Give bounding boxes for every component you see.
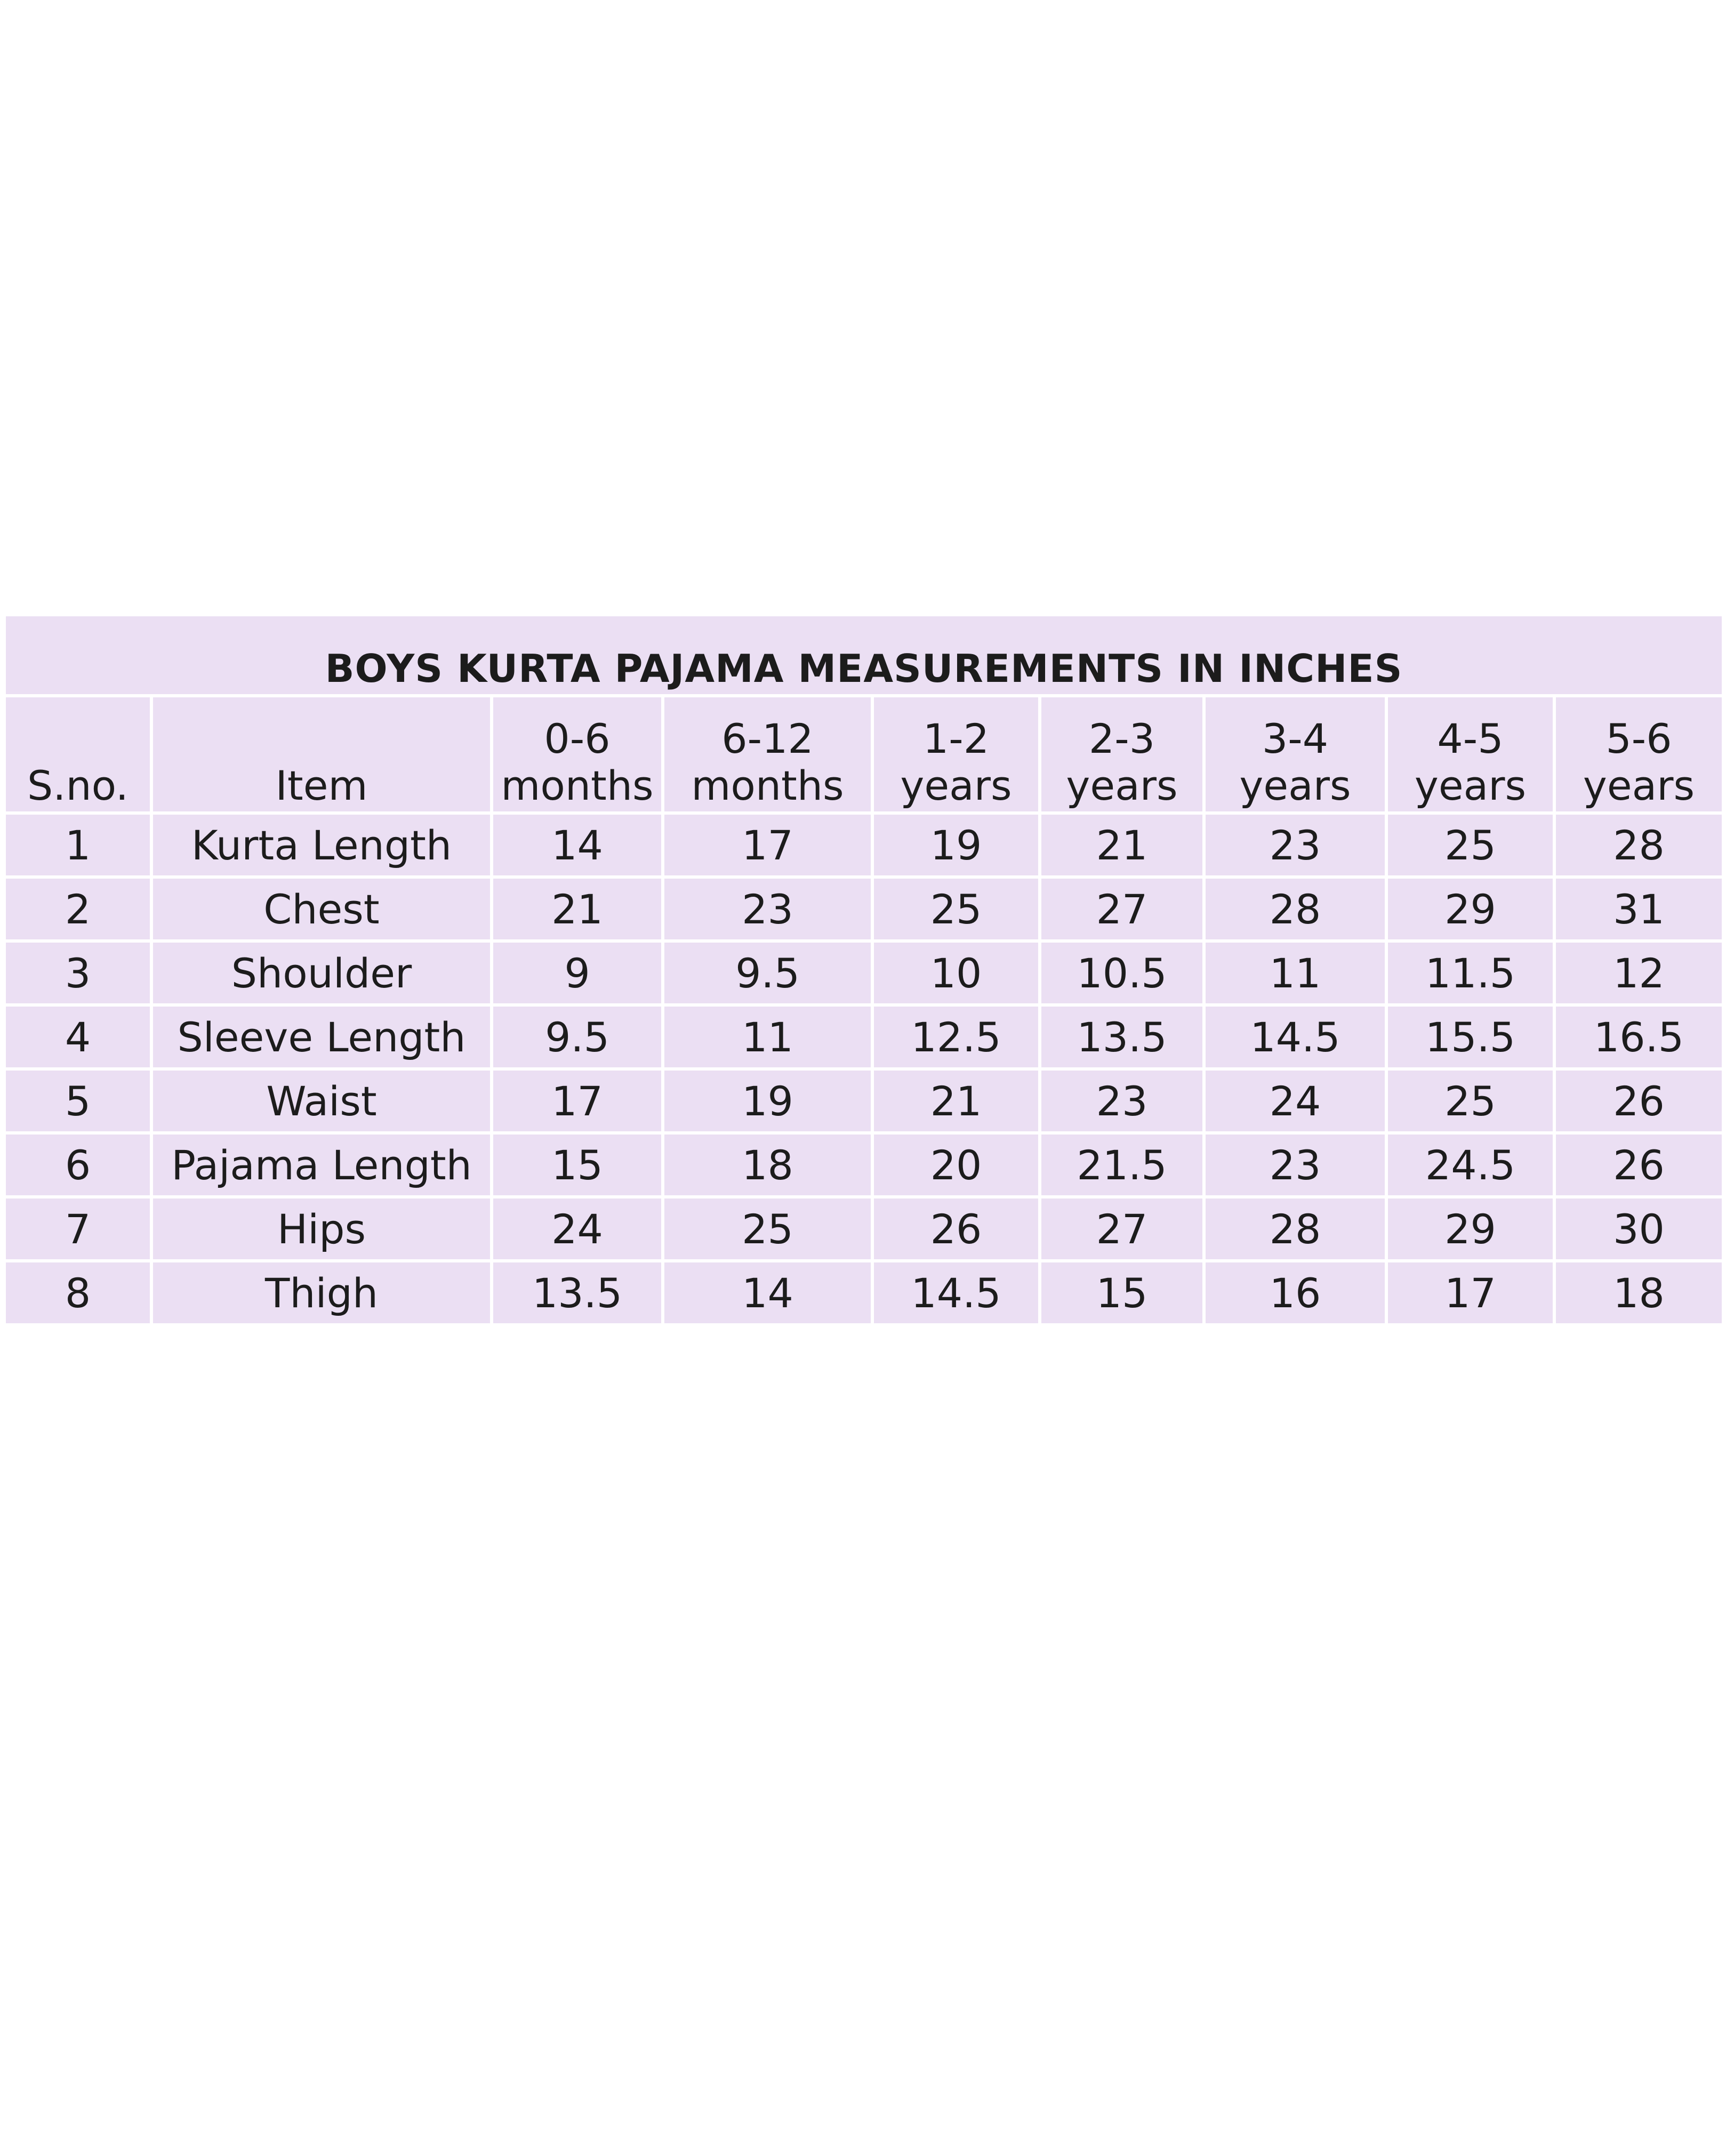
- table-cell: Hips: [153, 1198, 490, 1259]
- table-cell: 23: [1206, 1135, 1385, 1195]
- header-2-3-years: 2-3 years: [1041, 697, 1202, 811]
- table-row: [6, 815, 1722, 875]
- table-cell: 27: [1041, 879, 1202, 939]
- table-cell: 13.5: [1041, 1007, 1202, 1067]
- table-cell: 15: [493, 1135, 661, 1195]
- table-cell: 21.5: [1041, 1135, 1202, 1195]
- table-cell: 24: [493, 1198, 661, 1259]
- table-cell: 26: [1556, 1071, 1722, 1131]
- header-1-2-years: 1-2 years: [874, 697, 1038, 811]
- table-cell: 16.5: [1556, 1007, 1722, 1067]
- table-cell: 8: [6, 1262, 150, 1323]
- table-cell: 9.5: [493, 1007, 661, 1067]
- table-cell: 14: [664, 1262, 871, 1323]
- table-cell: 21: [1041, 815, 1202, 875]
- table-cell: 9: [493, 943, 661, 1003]
- table-cell: 28: [1206, 879, 1385, 939]
- table-cell: 25: [1388, 815, 1553, 875]
- header-row: [6, 697, 1722, 811]
- table-cell: 28: [1556, 815, 1722, 875]
- table-cell: 18: [1556, 1262, 1722, 1323]
- table-cell: 21: [874, 1071, 1038, 1131]
- header-item: Item: [153, 697, 490, 811]
- table-cell: 5: [6, 1071, 150, 1131]
- table-cell: 11: [1206, 943, 1385, 1003]
- table-cell: 12: [1556, 943, 1722, 1003]
- table-cell: 25: [1388, 1071, 1553, 1131]
- table-row: [6, 1262, 1722, 1323]
- table-cell: 31: [1556, 879, 1722, 939]
- table-row: [6, 1135, 1722, 1195]
- table-row: [6, 1198, 1722, 1259]
- table-title: BOYS KURTA PAJAMA MEASUREMENTS IN INCHES: [6, 616, 1722, 694]
- table-cell: 28: [1206, 1198, 1385, 1259]
- table-cell: 11: [664, 1007, 871, 1067]
- table-cell: 17: [664, 815, 871, 875]
- table-cell: 10.5: [1041, 943, 1202, 1003]
- table-cell: 3: [6, 943, 150, 1003]
- table-cell: Kurta Length: [153, 815, 490, 875]
- table-cell: 9.5: [664, 943, 871, 1003]
- table-cell: 27: [1041, 1198, 1202, 1259]
- table-cell: Pajama Length: [153, 1135, 490, 1195]
- table-cell: 26: [874, 1198, 1038, 1259]
- table-cell: 6: [6, 1135, 150, 1195]
- table-cell: 18: [664, 1135, 871, 1195]
- table-cell: 16: [1206, 1262, 1385, 1323]
- table-row: [6, 1007, 1722, 1067]
- table-cell: 14.5: [1206, 1007, 1385, 1067]
- table-cell: 17: [493, 1071, 661, 1131]
- table-cell: 14.5: [874, 1262, 1038, 1323]
- table-cell: 24.5: [1388, 1135, 1553, 1195]
- header-0-6-months: 0-6 months: [493, 697, 661, 811]
- table-cell: 23: [1206, 815, 1385, 875]
- table-cell: 21: [493, 879, 661, 939]
- table-cell: 23: [664, 879, 871, 939]
- table-cell: 19: [874, 815, 1038, 875]
- header-3-4-years: 3-4 years: [1206, 697, 1385, 811]
- title-row: [6, 616, 1722, 694]
- table-cell: 23: [1041, 1071, 1202, 1131]
- table-cell: 10: [874, 943, 1038, 1003]
- table-cell: 15.5: [1388, 1007, 1553, 1067]
- table-cell: 15: [1041, 1262, 1202, 1323]
- table-cell: Chest: [153, 879, 490, 939]
- table-cell: 4: [6, 1007, 150, 1067]
- table-cell: 29: [1388, 1198, 1553, 1259]
- table-cell: 19: [664, 1071, 871, 1131]
- table-cell: 1: [6, 815, 150, 875]
- table-cell: 24: [1206, 1071, 1385, 1131]
- table-cell: 29: [1388, 879, 1553, 939]
- table-cell: 13.5: [493, 1262, 661, 1323]
- table-row: [6, 1071, 1722, 1131]
- table-cell: Thigh: [153, 1262, 490, 1323]
- table-cell: Shoulder: [153, 943, 490, 1003]
- header-4-5-years: 4-5 years: [1388, 697, 1553, 811]
- table-cell: 30: [1556, 1198, 1722, 1259]
- table-row: [6, 943, 1722, 1003]
- table-cell: Waist: [153, 1071, 490, 1131]
- header-6-12-months: 6-12 months: [664, 697, 871, 811]
- table-row: [6, 879, 1722, 939]
- table-cell: 7: [6, 1198, 150, 1259]
- table-cell: 17: [1388, 1262, 1553, 1323]
- table-cell: 25: [664, 1198, 871, 1259]
- table-cell: 26: [1556, 1135, 1722, 1195]
- table-cell: 14: [493, 815, 661, 875]
- table-cell: 2: [6, 879, 150, 939]
- header-sno: S.no.: [6, 697, 150, 811]
- table-cell: Sleeve Length: [153, 1007, 490, 1067]
- table-cell: 11.5: [1388, 943, 1553, 1003]
- size-chart-table: [3, 613, 1725, 1326]
- table-cell: 12.5: [874, 1007, 1038, 1067]
- header-5-6-years: 5-6 years: [1556, 697, 1722, 811]
- table-cell: 20: [874, 1135, 1038, 1195]
- table-cell: 25: [874, 879, 1038, 939]
